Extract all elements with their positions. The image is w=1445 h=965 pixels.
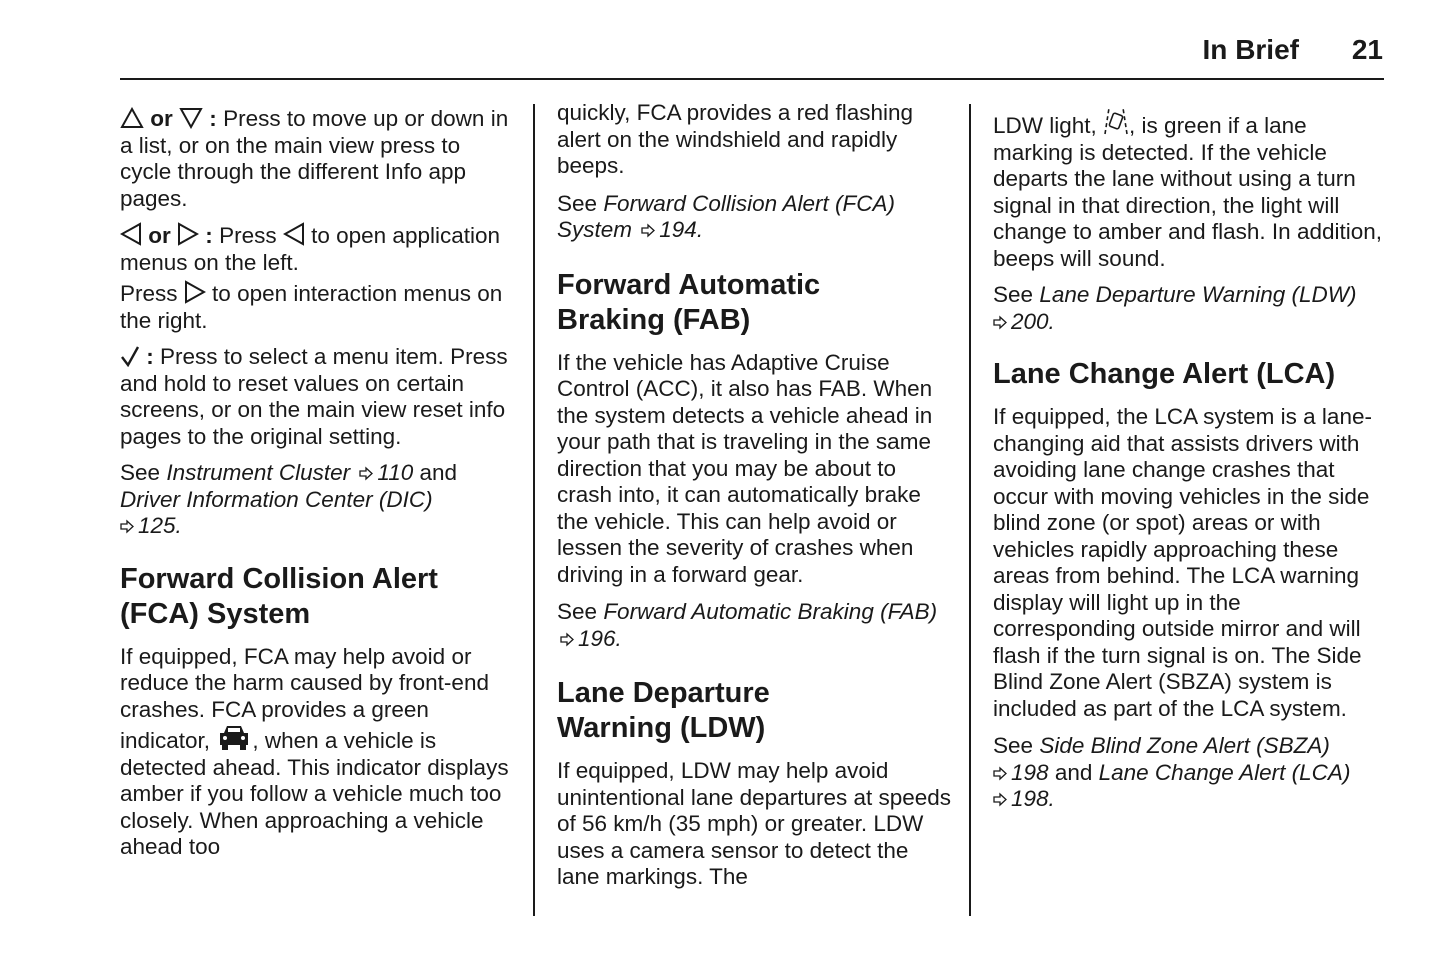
page-reference-arrow-icon: [993, 786, 1008, 813]
cross-reference: See Side Blind Zone Alert (SBZA) 198 and Lane Change Alert (LCA) 198.: [993, 733, 1351, 811]
paragraph-left-right: or : Press to open application menus on the left.: [120, 223, 501, 275]
page-reference[interactable]: 198: [1011, 759, 1049, 785]
vehicle-ahead-indicator-icon: [216, 723, 252, 751]
triangle-left-icon: [283, 222, 305, 246]
column-3: [993, 106, 1388, 823]
page-reference[interactable]: 196.: [578, 625, 622, 651]
reference-link[interactable]: Forward Collision Alert (FCA) System: [557, 190, 896, 242]
column-1: [120, 106, 515, 871]
reference-link[interactable]: Instrument Cluster: [166, 460, 351, 485]
lane-departure-indicator-icon: [1103, 106, 1129, 136]
paragraph-lca: If equipped, the LCA system is a lane-changing aid that assists drivers with avoiding lane change crashes that occur with moving vehicles in the side blind zone (or spot) areas or with vehicles rapidly approaching these areas from behind. The LCA warning display will light up in the corresponding outside mirror and will flash if the turn signal is on. The Side Blind Zone Alert (SBZA) system is included as part of the LCA system.: [993, 404, 1372, 721]
page-reference[interactable]: 110: [377, 460, 414, 485]
paragraph-fca-cont: quickly, FCA provides a red flashing alert on the windshield and rapidly beeps.: [557, 100, 914, 178]
page-reference-arrow-icon: [993, 309, 1008, 336]
section-title: In Brief: [1202, 34, 1299, 65]
triangle-down-icon: [179, 107, 203, 129]
page-reference-arrow-icon: [641, 217, 656, 244]
reference-link[interactable]: Forward Automatic Braking (FAB): [603, 599, 938, 624]
triangle-up-icon: [120, 107, 144, 129]
reference-link[interactable]: Side Blind Zone Alert (SBZA): [1039, 733, 1330, 758]
page-reference-arrow-icon: [359, 460, 374, 487]
paragraph-text: Press to move up or down in a list, or on the main view press to cycle through the different Info app pages.: [120, 106, 509, 211]
header-rule: [120, 78, 1384, 80]
triangle-left-icon: [120, 222, 142, 246]
heading-fca: Forward Collision Alert (FCA) System: [120, 562, 438, 630]
page-reference[interactable]: 198.: [1011, 786, 1055, 811]
heading-ldw: Lane Departure Warning (LDW): [557, 677, 770, 744]
or-label: or: [150, 106, 173, 131]
cross-reference: See Forward Automatic Braking (FAB) 196.: [557, 599, 938, 651]
or-label: or: [148, 223, 171, 248]
page-header: [120, 30, 1383, 70]
page-reference-arrow-icon: [993, 760, 1008, 787]
reference-link[interactable]: Lane Departure Warning (LDW): [1039, 282, 1357, 307]
paragraph-ldw-light: LDW light, , is green if a lane marking is detected. If the vehicle departs the lane without using a turn signal in that direction, the light will change to amber and flash. In addition, beeps will sound.: [993, 106, 1388, 272]
cross-reference: See Forward Collision Alert (FCA) System 194.: [557, 190, 896, 242]
page-reference[interactable]: 200.: [1011, 308, 1055, 334]
paragraph-up-down: or : Press to move up or down in a list, or on the main view press to cycle through the different Info app pages.: [120, 106, 509, 211]
reference-link[interactable]: Lane Change Alert (LCA): [1098, 759, 1351, 785]
column-divider: [533, 104, 535, 916]
heading-fab: Forward Automatic Braking (FAB): [557, 268, 821, 336]
paragraph-right: Press to open interaction menus on the right.: [120, 281, 503, 333]
page-reference[interactable]: 194.: [659, 217, 704, 242]
column-2: [557, 100, 952, 901]
page-reference-arrow-icon: [560, 626, 575, 653]
page-reference[interactable]: 125.: [138, 513, 182, 538]
paragraph-ldw: If equipped, LDW may help avoid unintentional lane departures at speeds of 56 km/h (35 mph) or greater. LDW uses a camera sensor to detect the lane markings. The: [557, 758, 952, 889]
paragraph-fab: If the vehicle has Adaptive Cruise Control (ACC), it also has FAB. When the system detects a vehicle ahead in your path that is traveling in the same direction that you may be about to crash into, it can automatically brake the vehicle. This can help avoid or lessen the severity of crashes when driving in a forward gear.: [557, 349, 933, 587]
cross-reference: See Instrument Cluster 110 and Driver Information Center (DIC) 125.: [120, 460, 458, 538]
page-reference-arrow-icon: [120, 513, 135, 540]
reference-link[interactable]: Driver Information Center (DIC): [120, 486, 433, 512]
column-divider: [969, 104, 971, 916]
cross-reference: See Lane Departure Warning (LDW) 200.: [993, 282, 1357, 334]
triangle-right-icon: [177, 222, 199, 246]
triangle-right-icon: [184, 280, 206, 304]
paragraph-select: : Press to select a menu item. Press and hold to reset values on certain screens, or on the main view reset info pages to the original setting.: [120, 344, 508, 449]
heading-lca: Lane Change Alert (LCA): [993, 358, 1336, 390]
checkmark-icon: [120, 345, 140, 367]
paragraph-fca: If equipped, FCA may help avoid or reduce the harm caused by front-end crashes. FCA provides a green indicator, , when a vehicle is detected ahead. This indicator displays amber if you follow a vehicle much too closely. When approaching a vehicle ahead too: [120, 643, 509, 859]
page-number: 21: [1351, 34, 1383, 65]
